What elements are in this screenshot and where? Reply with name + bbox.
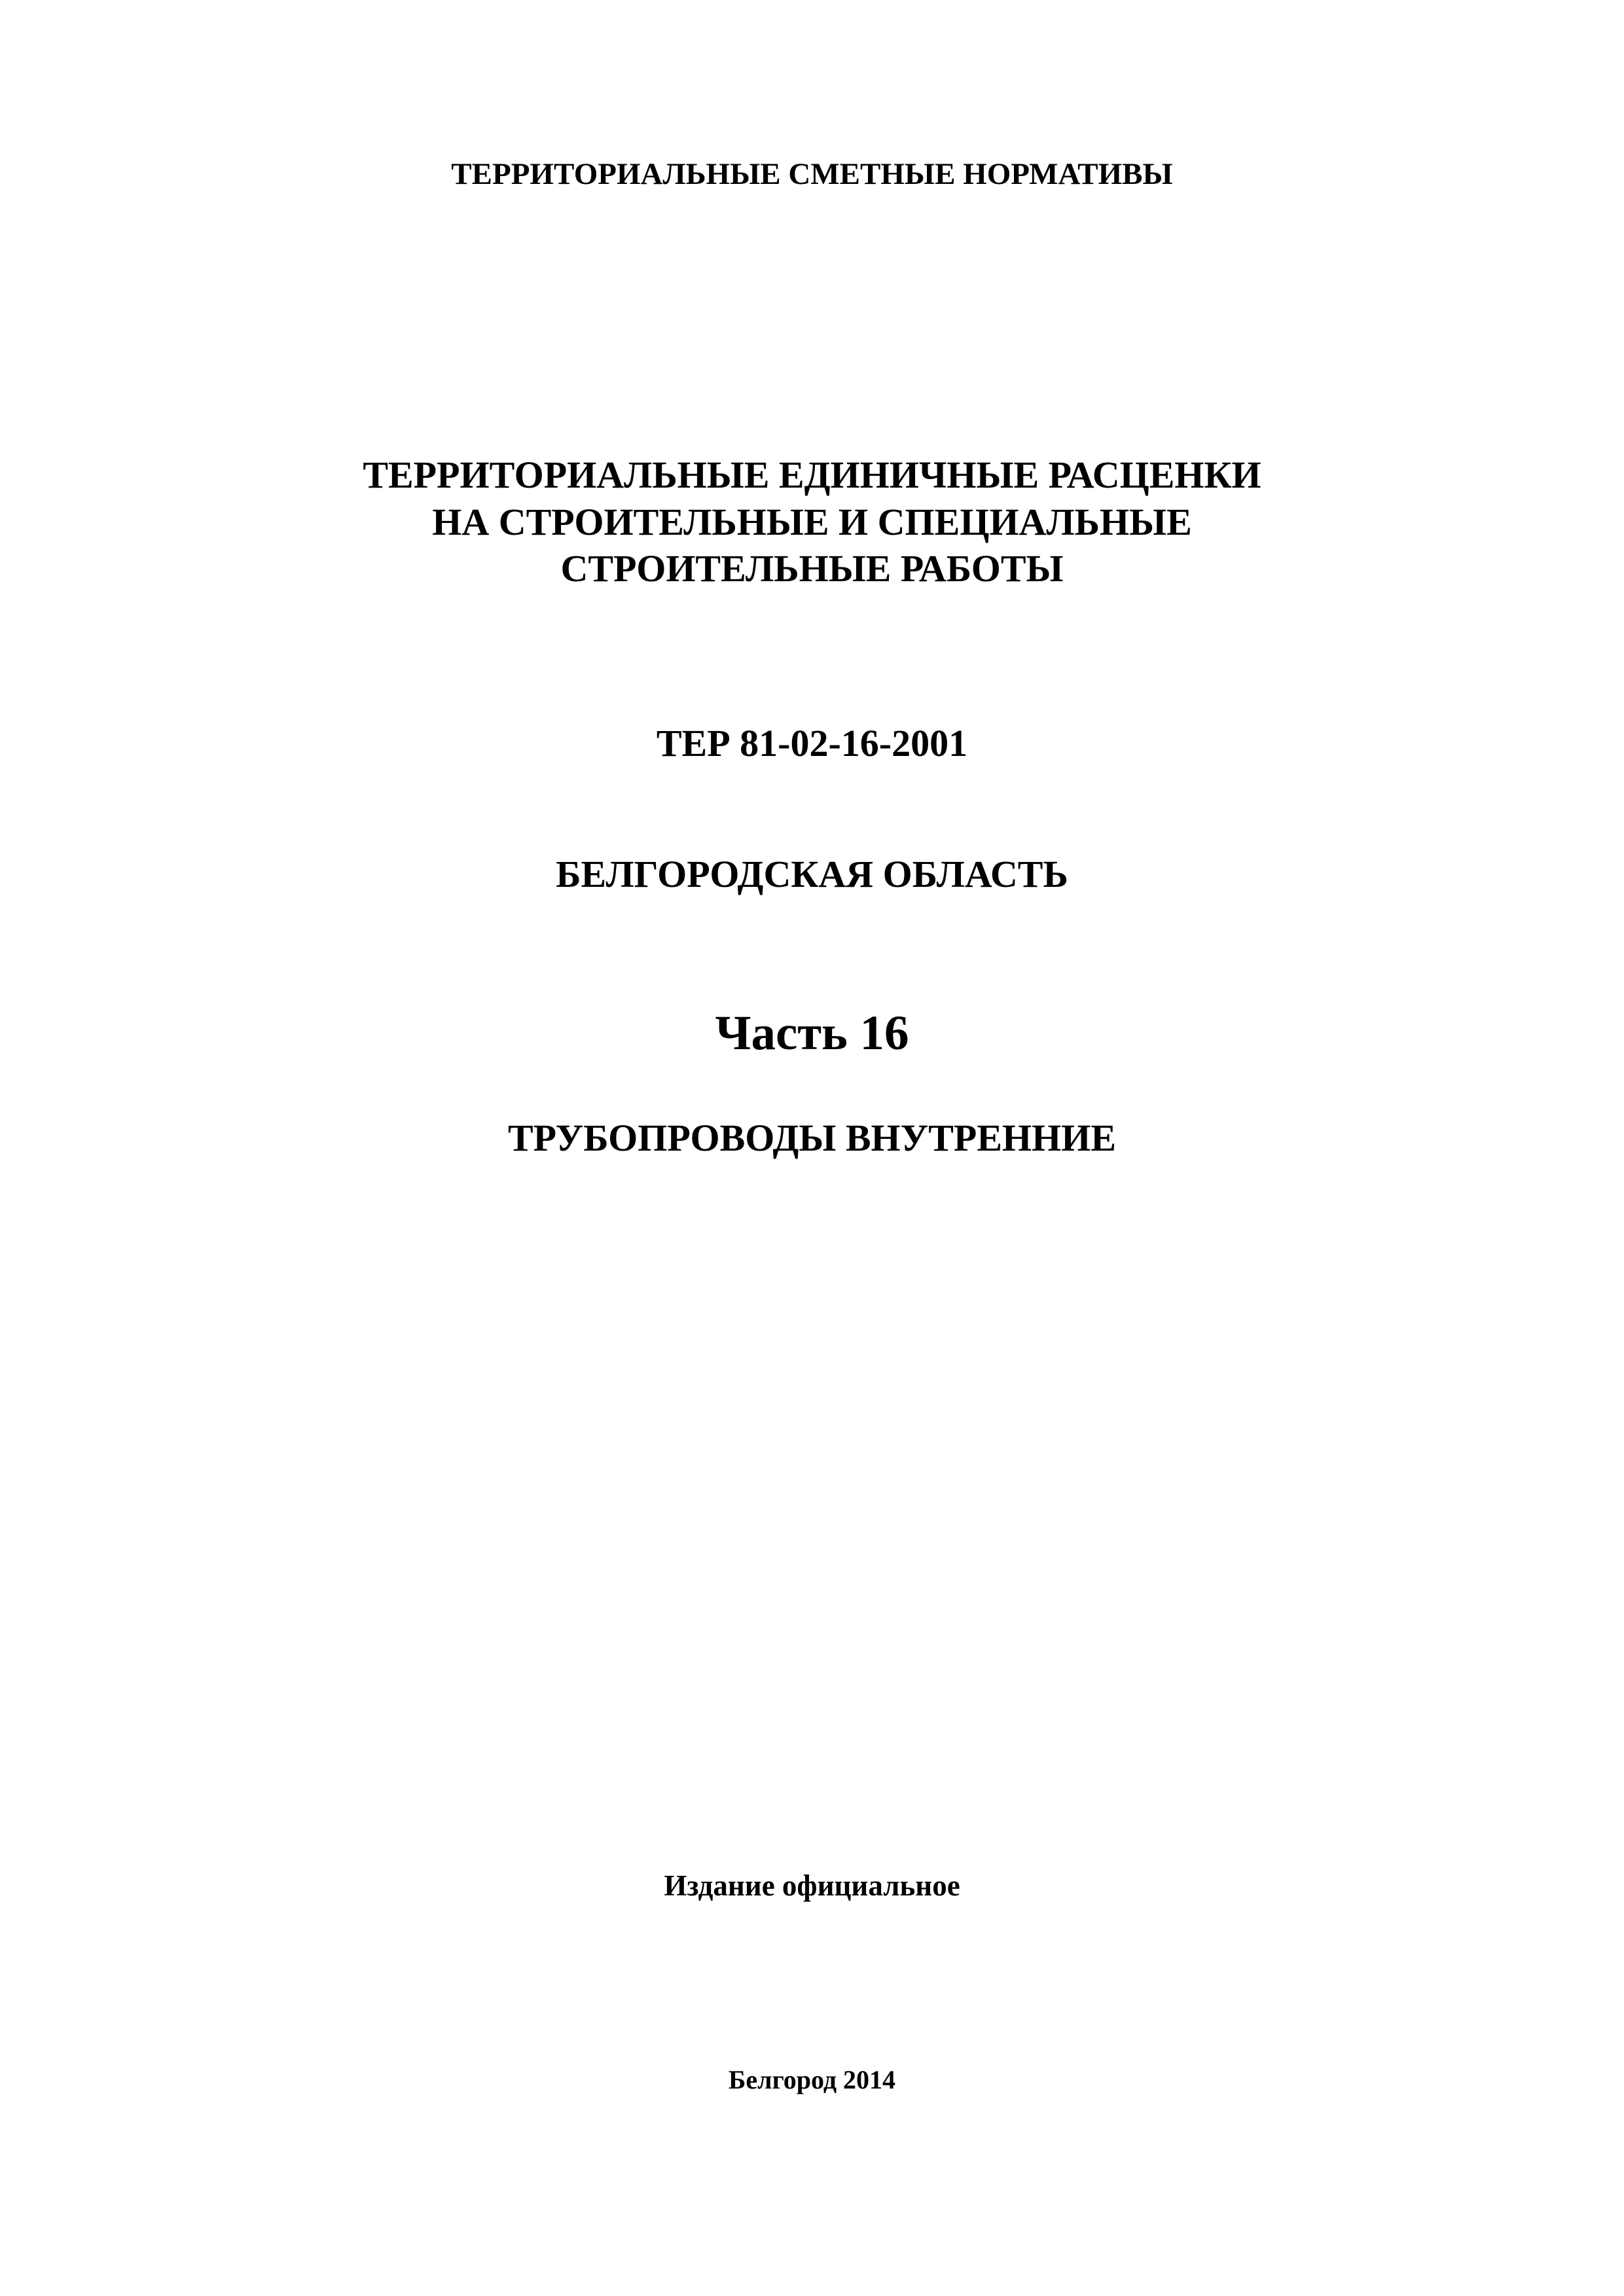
subject-title: ТРУБОПРОВОДЫ ВНУТРЕННИЕ bbox=[507, 1117, 1117, 1159]
main-title-line-3: СТРОИТЕЛЬНЫЕ РАБОТЫ bbox=[560, 547, 1064, 590]
region-title: БЕЛГОРОДСКАЯ ОБЛАСТЬ bbox=[556, 853, 1068, 895]
imprint-place-year: Белгород 2014 bbox=[728, 2065, 896, 2094]
document-code: ТЕР 81-02-16-2001 bbox=[656, 722, 968, 764]
part-number: Часть 16 bbox=[715, 1006, 909, 1060]
series-title: ТЕРРИТОРИАЛЬНЫЕ СМЕТНЫЕ НОРМАТИВЫ bbox=[451, 157, 1173, 191]
edition-note: Издание официальное bbox=[664, 1869, 960, 1902]
main-title-line-1: ТЕРРИТОРИАЛЬНЫЕ ЕДИНИЧНЫЕ РАСЦЕНКИ bbox=[363, 454, 1261, 496]
main-title-line-2: НА СТРОИТЕЛЬНЫЕ И СПЕЦИАЛЬНЫЕ bbox=[432, 501, 1192, 543]
